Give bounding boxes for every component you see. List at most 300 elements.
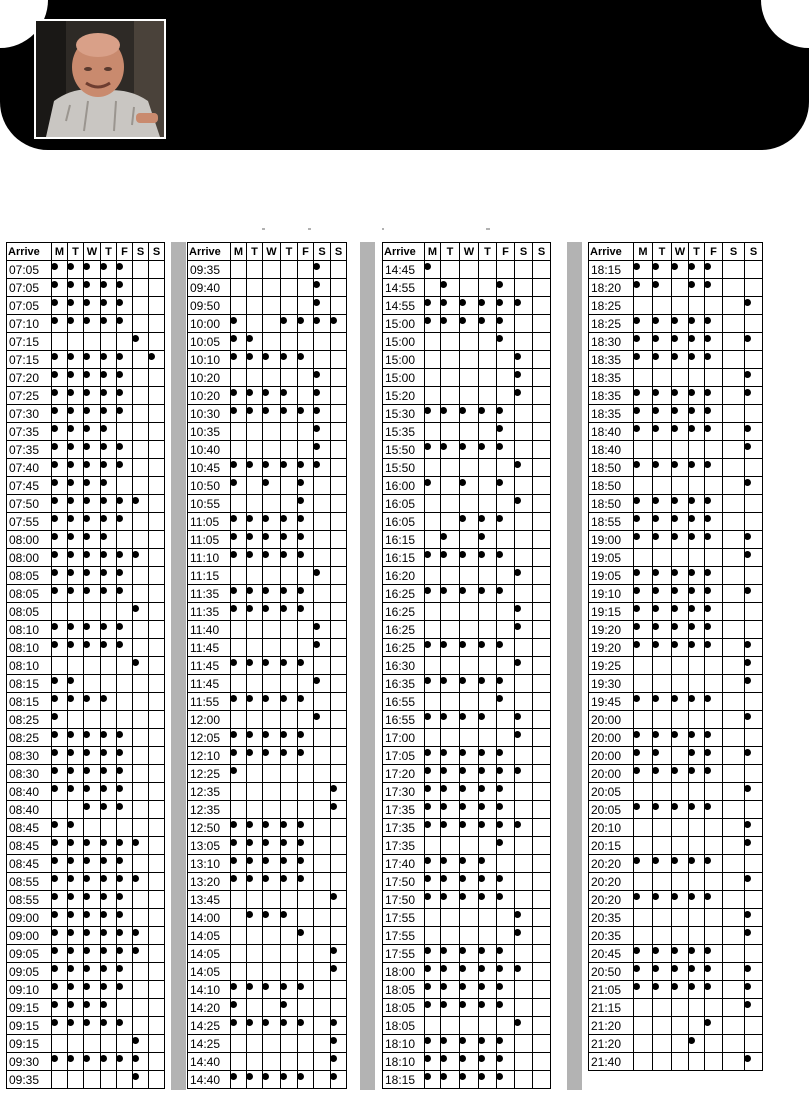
day-cell [460, 873, 479, 891]
arrival-time: 16:55 [383, 693, 425, 711]
runs-dot-icon [84, 407, 91, 414]
runs-dot-icon [298, 875, 305, 882]
day-cell [281, 441, 298, 459]
day-cell [84, 585, 101, 603]
table-row [7, 855, 165, 873]
runs-dot-icon [653, 803, 660, 810]
day-cell [689, 531, 705, 549]
day-cell [84, 333, 101, 351]
day-cell [515, 333, 533, 351]
runs-dot-icon [672, 605, 679, 612]
runs-dot-icon [281, 821, 288, 828]
table-row [7, 459, 165, 477]
day-cell [298, 477, 314, 495]
day-cell [441, 279, 460, 297]
day-cell [723, 675, 745, 693]
day-cell [425, 855, 441, 873]
runs-dot-icon [68, 677, 75, 684]
day-cell [672, 603, 689, 621]
day-cell [745, 531, 763, 549]
runs-dot-icon [314, 317, 321, 324]
runs-dot-icon [117, 803, 124, 810]
runs-dot-icon [101, 515, 108, 522]
table-row [589, 495, 763, 513]
arrival-time: 08:15 [7, 675, 52, 693]
arrival-time: 18:25 [589, 315, 634, 333]
runs-dot-icon [117, 317, 124, 324]
day-cell [533, 351, 551, 369]
day-cell [117, 855, 133, 873]
arrival-time: 10:30 [188, 405, 231, 423]
arrival-time: 14:40 [188, 1053, 231, 1071]
runs-dot-icon [441, 1055, 448, 1062]
arrival-time: 15:20 [383, 387, 425, 405]
arrival-time: 14:45 [383, 261, 425, 279]
runs-dot-icon [101, 533, 108, 540]
day-cell [101, 675, 117, 693]
day-cell [533, 747, 551, 765]
day-cell [117, 603, 133, 621]
runs-dot-icon [68, 839, 75, 846]
table-row [383, 1071, 551, 1089]
day-cell [634, 909, 653, 927]
day-header: W [84, 243, 101, 261]
runs-dot-icon [247, 857, 254, 864]
runs-dot-icon [84, 965, 91, 972]
runs-dot-icon [497, 335, 504, 342]
day-cell [149, 513, 165, 531]
runs-dot-icon [745, 551, 752, 558]
day-cell [281, 1071, 298, 1089]
table-row [383, 675, 551, 693]
day-cell [84, 657, 101, 675]
day-cell [149, 837, 165, 855]
day-cell [497, 837, 515, 855]
runs-dot-icon [263, 911, 270, 918]
day-cell [689, 495, 705, 513]
day-cell [533, 333, 551, 351]
day-cell [460, 837, 479, 855]
runs-dot-icon [84, 533, 91, 540]
runs-dot-icon [263, 821, 270, 828]
day-cell [653, 801, 672, 819]
runs-dot-icon [101, 695, 108, 702]
day-cell [653, 405, 672, 423]
runs-dot-icon [231, 533, 238, 540]
day-cell [133, 441, 149, 459]
day-cell [533, 369, 551, 387]
runs-dot-icon [653, 425, 660, 432]
runs-dot-icon [441, 587, 448, 594]
runs-dot-icon [298, 749, 305, 756]
table-row [188, 963, 347, 981]
day-cell [689, 891, 705, 909]
day-cell [281, 675, 298, 693]
day-cell [133, 423, 149, 441]
day-cell [117, 495, 133, 513]
day-cell [441, 1071, 460, 1089]
runs-dot-icon [52, 821, 59, 828]
day-cell [149, 639, 165, 657]
day-cell [745, 441, 763, 459]
arrival-time: 18:50 [589, 495, 634, 513]
arrival-time: 20:45 [589, 945, 634, 963]
runs-dot-icon [634, 281, 641, 288]
day-cell [263, 423, 281, 441]
day-header: F [705, 243, 723, 261]
day-cell [441, 747, 460, 765]
day-cell [133, 369, 149, 387]
day-cell [101, 711, 117, 729]
day-cell [231, 801, 247, 819]
day-cell [263, 909, 281, 927]
runs-dot-icon [479, 749, 486, 756]
day-cell [515, 423, 533, 441]
day-cell [745, 567, 763, 585]
arrival-time: 20:20 [589, 891, 634, 909]
day-cell [497, 423, 515, 441]
runs-dot-icon [425, 713, 432, 720]
table-row [7, 351, 165, 369]
day-cell [497, 855, 515, 873]
day-cell [263, 729, 281, 747]
day-cell [331, 387, 347, 405]
day-cell [298, 441, 314, 459]
day-cell [133, 477, 149, 495]
day-cell [117, 1017, 133, 1035]
day-cell [533, 297, 551, 315]
runs-dot-icon [425, 749, 432, 756]
arrival-time: 17:55 [383, 945, 425, 963]
day-cell [149, 549, 165, 567]
day-cell [247, 747, 263, 765]
runs-dot-icon [231, 1073, 238, 1080]
day-cell [705, 765, 723, 783]
table-row [188, 477, 347, 495]
day-cell [479, 513, 497, 531]
runs-dot-icon [52, 767, 59, 774]
runs-dot-icon [634, 515, 641, 522]
day-cell [52, 621, 68, 639]
runs-dot-icon [653, 695, 660, 702]
arrival-time: 19:45 [589, 693, 634, 711]
table-row [7, 297, 165, 315]
runs-dot-icon [460, 1055, 467, 1062]
day-cell [705, 513, 723, 531]
day-cell [231, 1017, 247, 1035]
day-cell [705, 549, 723, 567]
runs-dot-icon [263, 605, 270, 612]
day-cell [515, 1035, 533, 1053]
day-cell [84, 855, 101, 873]
day-cell [689, 945, 705, 963]
day-cell [84, 873, 101, 891]
runs-dot-icon [689, 587, 696, 594]
runs-dot-icon [653, 641, 660, 648]
table-row [188, 981, 347, 999]
day-cell [515, 1017, 533, 1035]
day-cell [298, 639, 314, 657]
day-cell [723, 351, 745, 369]
runs-dot-icon [497, 893, 504, 900]
day-cell [689, 423, 705, 441]
day-cell [745, 765, 763, 783]
day-cell [515, 909, 533, 927]
day-cell [672, 531, 689, 549]
table-row [7, 279, 165, 297]
runs-dot-icon [84, 443, 91, 450]
arrival-time: 19:10 [589, 585, 634, 603]
table-row [589, 459, 763, 477]
runs-dot-icon [298, 353, 305, 360]
day-cell [705, 747, 723, 765]
day-cell [314, 1035, 331, 1053]
day-cell [460, 441, 479, 459]
day-cell [52, 675, 68, 693]
day-cell [497, 405, 515, 423]
runs-dot-icon [52, 713, 59, 720]
runs-dot-icon [425, 767, 432, 774]
table-row [383, 513, 551, 531]
day-cell [634, 639, 653, 657]
arrival-time: 08:45 [7, 855, 52, 873]
day-cell [653, 945, 672, 963]
day-cell [460, 765, 479, 783]
runs-dot-icon [68, 425, 75, 432]
runs-dot-icon [263, 1019, 270, 1026]
arrival-time: 21:20 [589, 1035, 634, 1053]
runs-dot-icon [52, 497, 59, 504]
day-cell [84, 531, 101, 549]
runs-dot-icon [672, 767, 679, 774]
day-cell [723, 945, 745, 963]
runs-dot-icon [281, 1073, 288, 1080]
day-cell [441, 891, 460, 909]
table-row [188, 855, 347, 873]
day-cell [672, 1035, 689, 1053]
day-cell [533, 999, 551, 1017]
day-cell [298, 261, 314, 279]
day-cell [133, 1053, 149, 1071]
day-header: S [533, 243, 551, 261]
day-cell [653, 369, 672, 387]
day-cell [460, 585, 479, 603]
day-cell [479, 999, 497, 1017]
arrival-time: 17:35 [383, 819, 425, 837]
day-cell [441, 387, 460, 405]
runs-dot-icon [425, 407, 432, 414]
day-cell [298, 603, 314, 621]
table-row [188, 801, 347, 819]
table-row [589, 963, 763, 981]
day-cell [705, 729, 723, 747]
day-header: M [231, 243, 247, 261]
runs-dot-icon [52, 641, 59, 648]
day-cell [314, 945, 331, 963]
day-cell [231, 873, 247, 891]
runs-dot-icon [84, 983, 91, 990]
day-cell [247, 603, 263, 621]
day-cell [705, 423, 723, 441]
day-cell [133, 963, 149, 981]
day-cell [497, 891, 515, 909]
runs-dot-icon [52, 695, 59, 702]
runs-dot-icon [497, 749, 504, 756]
runs-dot-icon [705, 947, 712, 954]
day-cell [460, 477, 479, 495]
day-cell [101, 693, 117, 711]
day-cell [672, 513, 689, 531]
arrival-time: 07:35 [7, 423, 52, 441]
day-cell [533, 495, 551, 513]
runs-dot-icon [247, 407, 254, 414]
day-cell [723, 693, 745, 711]
arrival-time: 07:05 [7, 279, 52, 297]
runs-dot-icon [425, 443, 432, 450]
day-cell [281, 351, 298, 369]
day-cell [533, 423, 551, 441]
day-cell [723, 819, 745, 837]
day-cell [263, 477, 281, 495]
day-cell [441, 297, 460, 315]
runs-dot-icon [133, 605, 140, 612]
day-cell [298, 621, 314, 639]
day-cell [479, 909, 497, 927]
day-cell [231, 549, 247, 567]
runs-dot-icon [460, 1037, 467, 1044]
day-cell [133, 405, 149, 423]
day-cell [515, 693, 533, 711]
day-cell [281, 729, 298, 747]
runs-dot-icon [84, 875, 91, 882]
day-cell [515, 531, 533, 549]
day-cell [441, 927, 460, 945]
day-cell [52, 783, 68, 801]
day-cell [263, 513, 281, 531]
day-cell [101, 657, 117, 675]
day-cell [672, 423, 689, 441]
day-cell [723, 387, 745, 405]
runs-dot-icon [689, 533, 696, 540]
day-cell [231, 261, 247, 279]
day-cell [479, 855, 497, 873]
day-cell [263, 369, 281, 387]
day-cell [745, 801, 763, 819]
day-cell [231, 657, 247, 675]
runs-dot-icon [101, 929, 108, 936]
day-cell [745, 585, 763, 603]
table-row [589, 855, 763, 873]
day-cell [689, 819, 705, 837]
day-cell [52, 585, 68, 603]
day-cell [705, 261, 723, 279]
arrival-time: 20:05 [589, 783, 634, 801]
day-cell [133, 801, 149, 819]
runs-dot-icon [745, 479, 752, 486]
arrival-time: 08:30 [7, 765, 52, 783]
runs-dot-icon [101, 767, 108, 774]
day-cell [460, 369, 479, 387]
day-cell [68, 423, 84, 441]
arrival-time: 18:00 [383, 963, 425, 981]
day-cell [634, 765, 653, 783]
day-cell [497, 531, 515, 549]
day-cell [672, 279, 689, 297]
runs-dot-icon [653, 281, 660, 288]
runs-dot-icon [84, 839, 91, 846]
day-cell [479, 495, 497, 513]
day-cell [479, 423, 497, 441]
day-cell [314, 513, 331, 531]
runs-dot-icon [281, 353, 288, 360]
runs-dot-icon [672, 533, 679, 540]
runs-dot-icon [84, 731, 91, 738]
arrival-time: 15:50 [383, 441, 425, 459]
day-cell [314, 819, 331, 837]
day-cell [231, 369, 247, 387]
runs-dot-icon [705, 749, 712, 756]
day-cell [281, 819, 298, 837]
arrival-time: 13:05 [188, 837, 231, 855]
day-cell [84, 675, 101, 693]
day-cell [298, 981, 314, 999]
runs-dot-icon [314, 263, 321, 270]
table-row [7, 513, 165, 531]
day-cell [298, 837, 314, 855]
day-cell [84, 765, 101, 783]
day-cell [634, 585, 653, 603]
table-row [7, 495, 165, 513]
table-row [589, 603, 763, 621]
table-row [589, 585, 763, 603]
day-cell [705, 333, 723, 351]
day-cell [68, 747, 84, 765]
arrival-time: 08:30 [7, 747, 52, 765]
runs-dot-icon [441, 983, 448, 990]
runs-dot-icon [653, 587, 660, 594]
day-cell [149, 387, 165, 405]
day-cell [533, 837, 551, 855]
day-cell [723, 531, 745, 549]
runs-dot-icon [653, 749, 660, 756]
runs-dot-icon [705, 587, 712, 594]
day-cell [533, 891, 551, 909]
day-cell [634, 873, 653, 891]
header-row [7, 243, 165, 261]
day-cell [533, 909, 551, 927]
day-cell [52, 981, 68, 999]
day-cell [68, 927, 84, 945]
day-cell [117, 333, 133, 351]
table-row [589, 423, 763, 441]
table-row [7, 405, 165, 423]
day-header: W [672, 243, 689, 261]
runs-dot-icon [52, 407, 59, 414]
day-cell [314, 675, 331, 693]
runs-dot-icon [672, 965, 679, 972]
day-cell [441, 585, 460, 603]
runs-dot-icon [101, 389, 108, 396]
runs-dot-icon [52, 281, 59, 288]
runs-dot-icon [425, 299, 432, 306]
day-cell [497, 477, 515, 495]
day-cell [133, 1017, 149, 1035]
day-cell [101, 531, 117, 549]
runs-dot-icon [298, 461, 305, 468]
runs-dot-icon [515, 623, 522, 630]
day-cell [533, 963, 551, 981]
day-cell [705, 531, 723, 549]
